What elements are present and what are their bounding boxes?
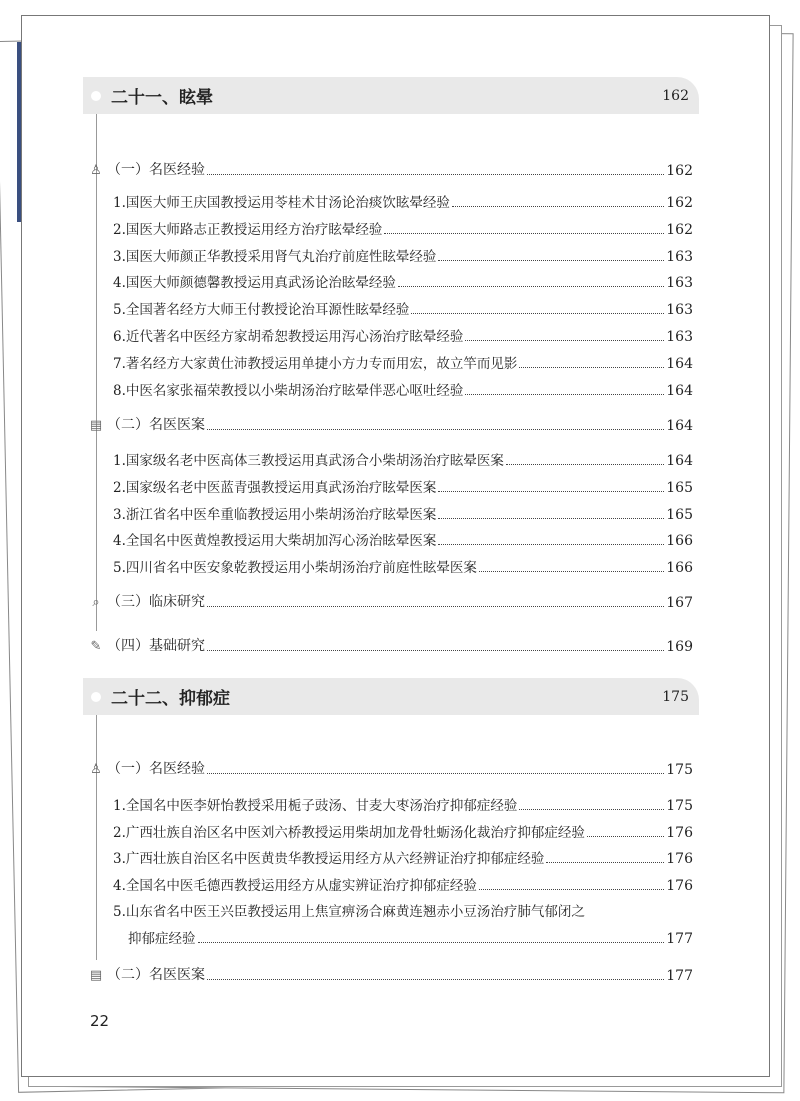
entry-text: 4.国医大师颜德馨教授运用真武汤论治眩晕经验 (113, 275, 396, 291)
section-label: （二）名医医案 (107, 417, 205, 433)
dot-leader (207, 650, 664, 651)
dot-leader (465, 394, 664, 395)
toc-entry[interactable] (113, 476, 693, 496)
entry-page: 162 (666, 195, 693, 211)
chapter-heading[interactable] (83, 678, 699, 715)
toc-entry[interactable] (113, 900, 693, 920)
toc-entry[interactable] (113, 821, 693, 841)
entry-page: 175 (666, 798, 693, 814)
dot-leader (198, 942, 665, 943)
toc-entry[interactable] (113, 874, 693, 894)
entry-text: 2.广西壮族自治区名中医刘六桥教授运用柴胡加龙骨牡蛎汤化裁治疗抑郁症经验 (113, 825, 585, 841)
toc-entry[interactable] (113, 794, 693, 814)
toc-entry[interactable] (113, 847, 693, 867)
case-record-icon: ▤ (89, 418, 103, 433)
entry-page: 164 (666, 383, 693, 399)
toc-page (21, 15, 770, 1077)
dot-leader (398, 286, 664, 287)
toc-entry-continued[interactable] (128, 927, 693, 947)
microscope-icon: ✎ (90, 639, 102, 654)
entry-text: 1.国医大师王庆国教授运用苓桂术甘汤论治痰饮眩晕经验 (113, 195, 450, 211)
timeline-line (96, 114, 97, 631)
chapter-heading[interactable] (83, 77, 699, 114)
section-label: （二）名医医案 (107, 967, 205, 983)
toc-entry[interactable] (113, 245, 693, 265)
entry-page: 163 (666, 275, 693, 291)
doctor-icon: ♙ (90, 762, 102, 777)
entry-text: 2.国家级名老中医蓝青强教授运用真武汤治疗眩晕医案 (113, 480, 437, 496)
entry-page: 163 (666, 329, 693, 345)
toc-entry[interactable] (113, 379, 693, 399)
dot-leader (438, 491, 664, 492)
toc-entry[interactable] (113, 271, 693, 291)
dot-leader (546, 862, 664, 863)
dot-leader (411, 313, 664, 314)
dot-leader (207, 174, 664, 175)
toc-section[interactable] (88, 635, 693, 655)
doctor-icon: ♙ (90, 163, 102, 178)
entry-text: 8.中医名家张福荣教授以小柴胡汤治疗眩晕伴恶心呕吐经验 (113, 383, 464, 399)
chapter-page: 175 (662, 688, 689, 705)
chapter-page: 162 (662, 87, 689, 104)
entry-text: 2.国医大师路志正教授运用经方治疗眩晕经验 (113, 222, 383, 238)
timeline-dot-icon (91, 692, 101, 702)
timeline-line (96, 715, 97, 960)
dot-leader (465, 340, 664, 341)
chapter-title: 二十二、抑郁症 (111, 689, 230, 709)
section-page: 169 (666, 639, 693, 655)
dot-leader (479, 571, 664, 572)
entry-text: 5.山东省名中医王兴臣教授运用上焦宣痹汤合麻黄连翘赤小豆汤治疗肺气郁闭之 (113, 904, 585, 920)
section-label: （一）名医经验 (107, 761, 205, 777)
entry-text: 3.浙江省名中医牟重临教授运用小柴胡汤治疗眩晕医案 (113, 507, 437, 523)
entry-page: 166 (666, 533, 693, 549)
section-label: （一）名医经验 (107, 162, 205, 178)
section-label: （四）基础研究 (107, 638, 205, 654)
toc-section[interactable] (88, 159, 693, 179)
section-page: 177 (666, 968, 693, 984)
entry-page: 163 (666, 302, 693, 318)
entry-text: 7.著名经方大家黄仕沛教授运用单捷小方力专而用宏，故立竿而见影 (113, 356, 518, 372)
entry-text: 1.全国名中医李妍怡教授采用栀子豉汤、甘麦大枣汤治疗抑郁症经验 (113, 798, 518, 814)
toc-entry[interactable] (113, 325, 693, 345)
entry-text: 6.近代著名中医经方家胡希恕教授运用泻心汤治疗眩晕经验 (113, 329, 464, 345)
dot-leader (438, 518, 664, 519)
case-record-icon: ▤ (89, 968, 103, 983)
entry-page: 162 (666, 222, 693, 238)
entry-page: 176 (666, 851, 693, 867)
page-number: 22 (90, 1012, 110, 1030)
dot-leader (587, 836, 664, 837)
timeline-dot-icon (91, 91, 101, 101)
toc-entry[interactable] (113, 218, 693, 238)
dot-leader (207, 979, 664, 980)
section-label: （三）临床研究 (107, 594, 205, 610)
section-page: 167 (666, 595, 693, 611)
dot-leader (384, 233, 664, 234)
toc-section[interactable] (88, 591, 693, 611)
toc-entry[interactable] (113, 503, 693, 523)
toc-entry[interactable] (113, 191, 693, 211)
toc-entry[interactable] (113, 449, 693, 469)
entry-page: 177 (666, 931, 693, 947)
dot-leader (519, 809, 664, 810)
dot-leader (438, 260, 664, 261)
toc-section[interactable] (88, 758, 693, 778)
toc-entry[interactable] (113, 352, 693, 372)
entry-page: 166 (666, 560, 693, 576)
section-page: 164 (666, 418, 693, 434)
dot-leader (506, 464, 664, 465)
entry-page: 163 (666, 249, 693, 265)
toc-section[interactable] (88, 414, 693, 434)
entry-page: 164 (666, 453, 693, 469)
entry-text: 5.全国著名经方大师王付教授论治耳源性眩晕经验 (113, 302, 410, 318)
section-page: 175 (666, 762, 693, 778)
entry-text: 5.四川省名中医安象乾教授运用小柴胡汤治疗前庭性眩晕医案 (113, 560, 477, 576)
dot-leader (452, 206, 664, 207)
dot-leader (438, 544, 664, 545)
chapter-title: 二十一、眩晕 (111, 88, 213, 108)
clinical-search-icon: ⌕ (92, 595, 100, 610)
toc-entry[interactable] (113, 529, 693, 549)
dot-leader (479, 889, 664, 890)
dot-leader (519, 367, 664, 368)
entry-page: 165 (666, 507, 693, 523)
dot-leader (207, 606, 664, 607)
dot-leader (207, 773, 664, 774)
entry-text: 4.全国名中医毛德西教授运用经方从虚实辨证治疗抑郁症经验 (113, 878, 477, 894)
entry-text: 抑郁症经验 (128, 931, 196, 947)
entry-text: 3.国医大师颜正华教授采用肾气丸治疗前庭性眩晕经验 (113, 249, 437, 265)
dot-leader (207, 429, 664, 430)
toc-section[interactable] (88, 964, 693, 984)
toc-entry[interactable] (113, 298, 693, 318)
entry-page: 176 (666, 825, 693, 841)
entry-text: 4.全国名中医黄煌教授运用大柴胡加泻心汤治眩晕医案 (113, 533, 437, 549)
entry-page: 176 (666, 878, 693, 894)
entry-page: 164 (666, 356, 693, 372)
section-page: 162 (666, 163, 693, 179)
toc-entry[interactable] (113, 556, 693, 576)
entry-text: 1.国家级名老中医高体三教授运用真武汤合小柴胡汤治疗眩晕医案 (113, 453, 504, 469)
entry-page: 165 (666, 480, 693, 496)
entry-text: 3.广西壮族自治区名中医黄贵华教授运用经方从六经辨证治疗抑郁症经验 (113, 851, 545, 867)
